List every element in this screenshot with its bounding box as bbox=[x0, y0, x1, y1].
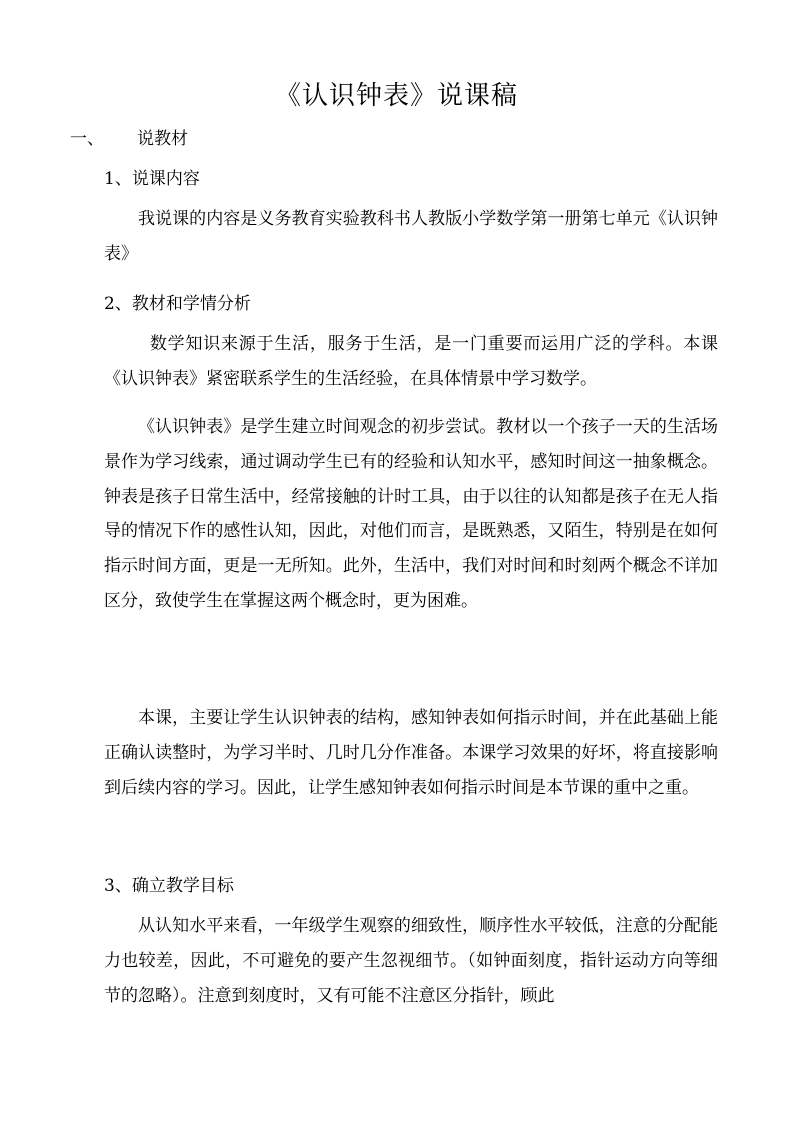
paragraph-teaching-goals: 从认知水平来看，一年级学生观察的细致性，顺序性水平较低，注意的分配能力也较差，因此，不可避免的要产生忽视细节。（如钟面刻度，指针运动方向等细节的忽略）。注意到刻度时，又有可能不注意区分指针，顾此 bbox=[104, 916, 718, 1006]
paragraph-analysis-2: 《认识钟表》是学生建立时间观念的初步尝试。教材以一个孩子一天的生活场景作为学习线索，通过调动学生已有的经验和认知水平，感知时间这一抽象概念。钟表是孩子日常生活中，经常接触的计时工具，由于以往的认知都是孩子在无人指导的情况下作的感性认知，因此，对他们而言，是既熟悉，又陌生，特别是在如何指示时间方面，更是一无所知。此外，生活中，我们对时间和时刻两个概念不详加区分，致使学生在掌握这两个概念时，更为困难。 bbox=[104, 417, 718, 611]
subheading-lesson-content: 1、说课内容 bbox=[104, 169, 200, 189]
paragraph-analysis-3: 本课，主要让学生认识钟表的结构，感知钟表如何指示时间，并在此基础上能正确认读整时，为学习半时、几时几分作准备。本课学习效果的好坏，将直接影响到后续内容的学习。因此，让学生感知钟表如何指示时间是本节课的重中之重。 bbox=[104, 708, 718, 798]
paragraph-analysis-1: 数学知识来源于生活，服务于生活，是一门重要而运用广泛的学科。本课《认识钟表》紧密联系学生的生活经验，在具体情景中学习数学。 bbox=[104, 334, 718, 389]
subheading-teaching-goals: 3、确立教学目标 bbox=[104, 876, 234, 896]
section-heading-textbook: 说教材 bbox=[137, 129, 188, 149]
paragraph-lesson-content: 我说课的内容是义务教育实验教科书人教版小学数学第一册第七单元《认识钟表》 bbox=[104, 209, 718, 264]
section-number: 一、 bbox=[70, 129, 104, 149]
subheading-analysis: 2、教材和学情分析 bbox=[104, 294, 251, 314]
document-title: 《认识钟表》说课稿 bbox=[274, 81, 518, 111]
